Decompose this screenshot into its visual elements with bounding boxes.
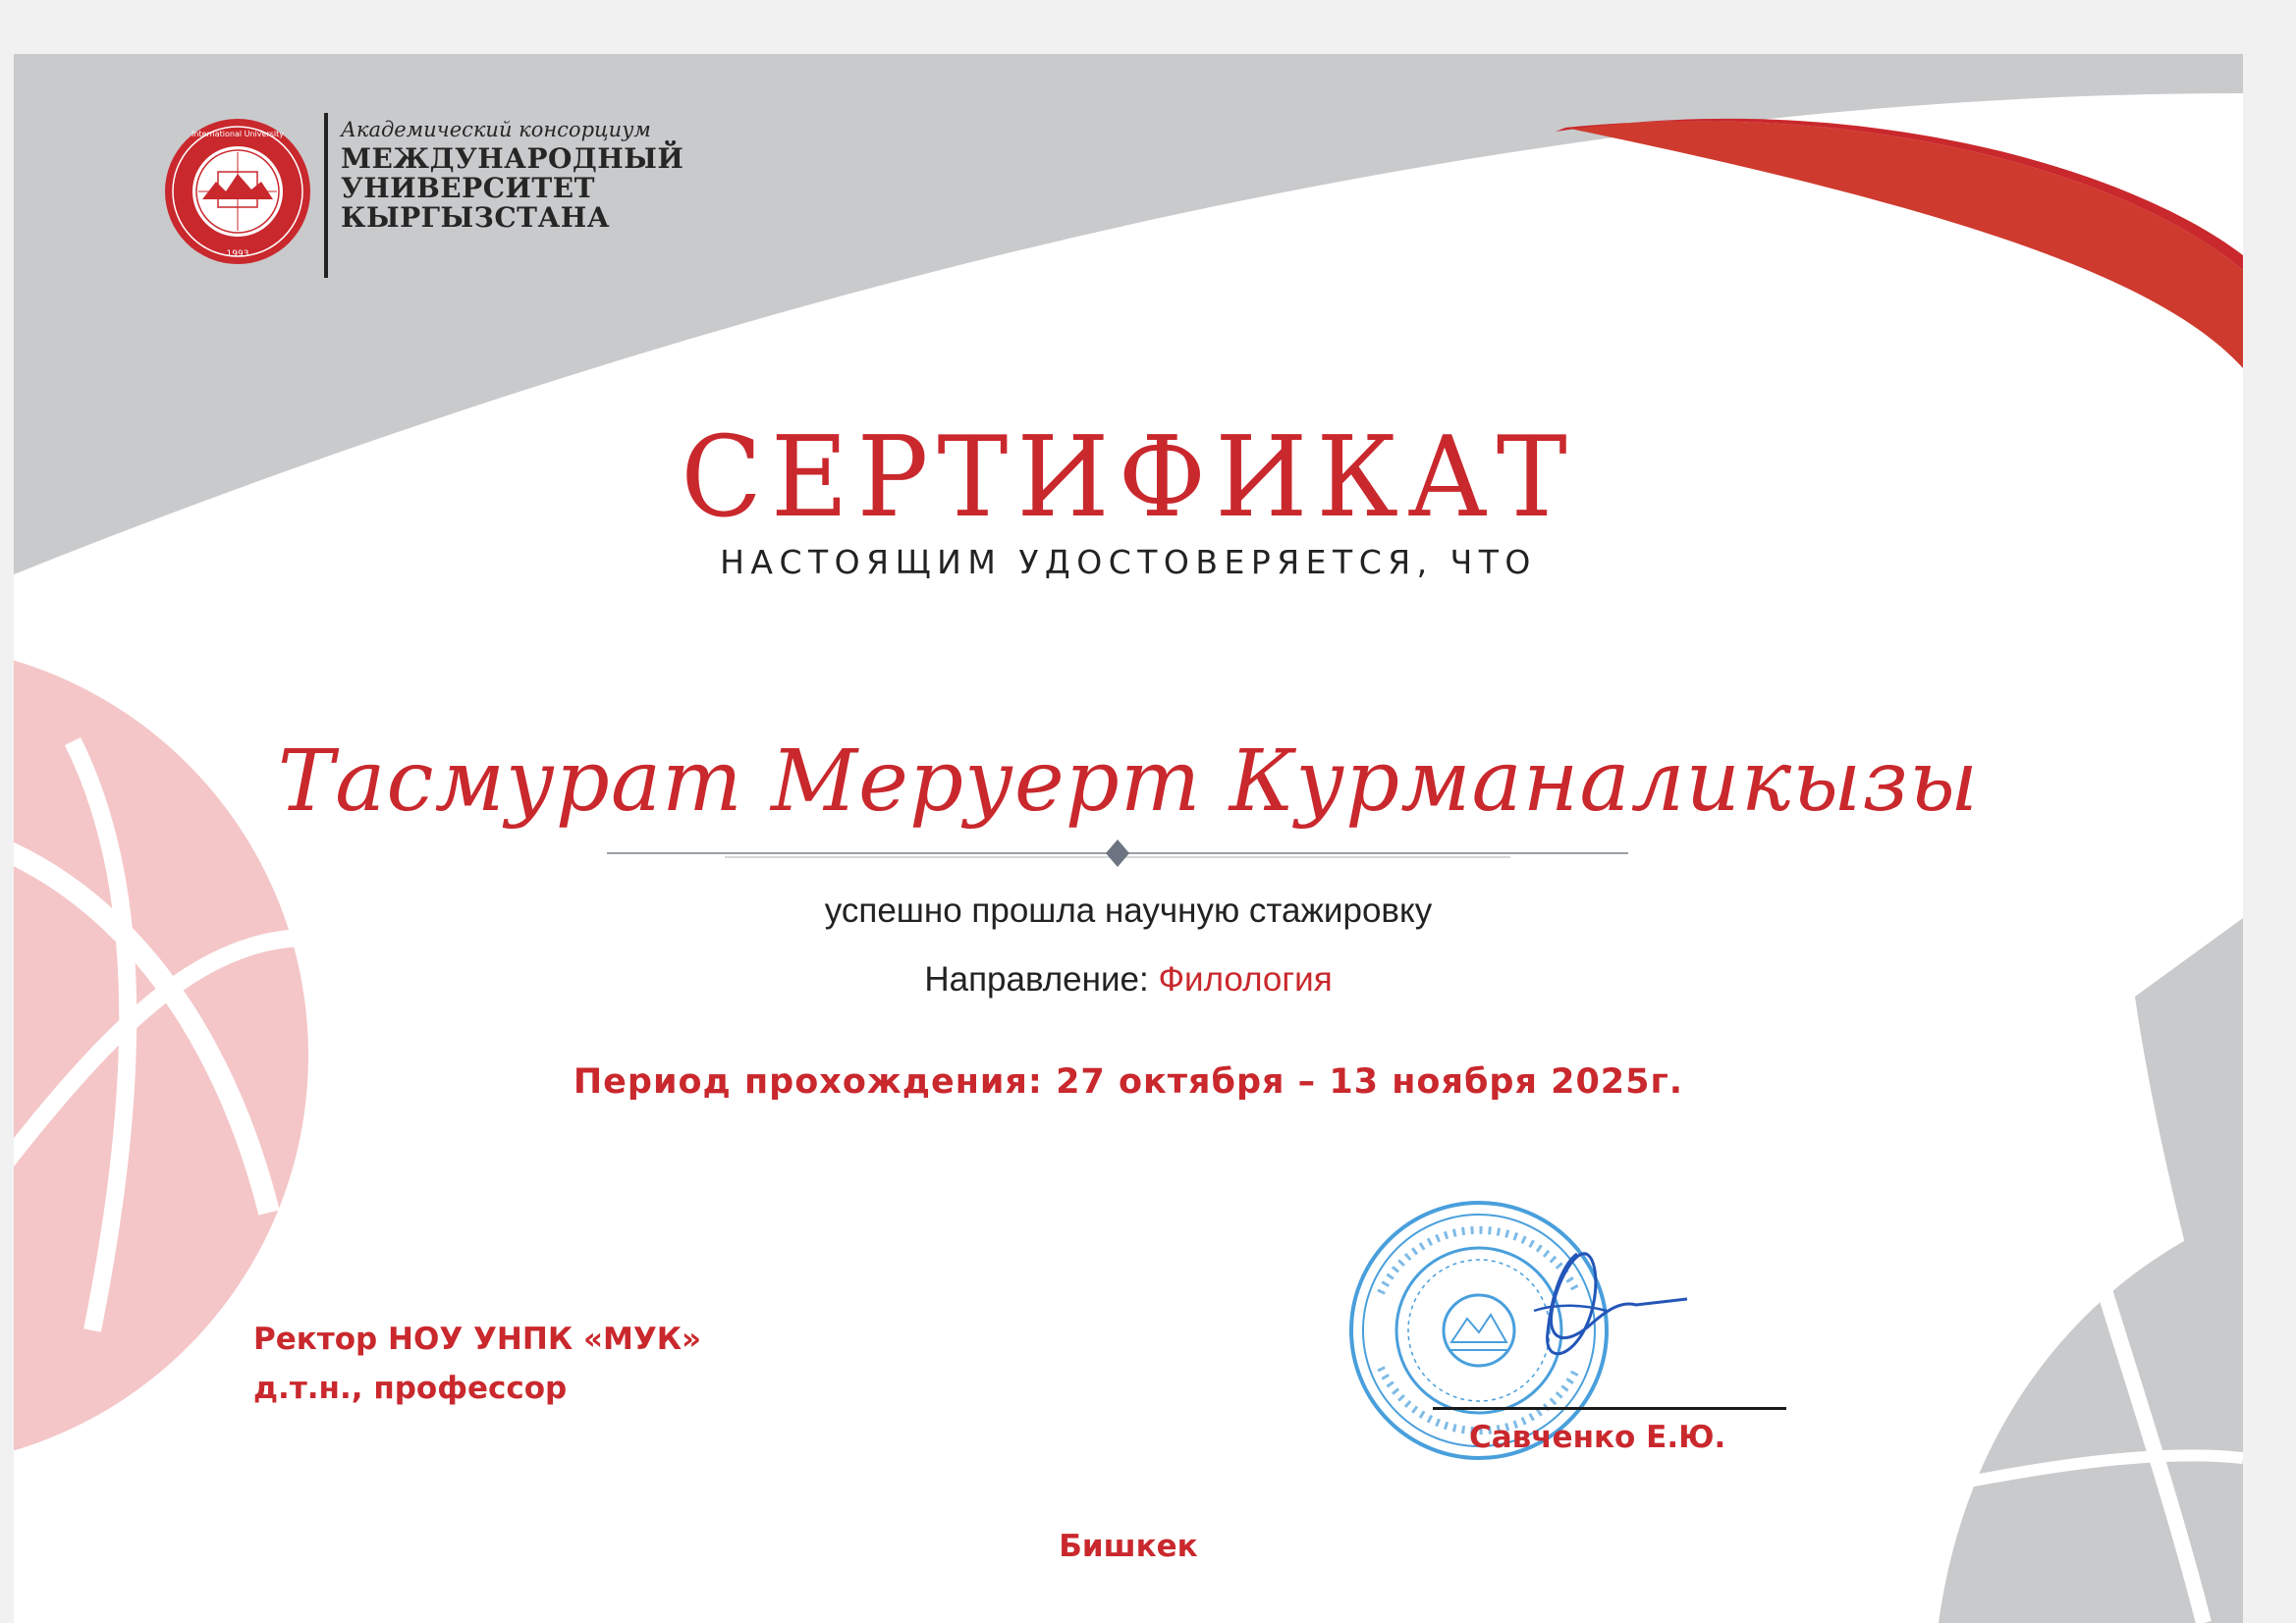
signatory-name: Савченко Е.Ю. bbox=[1469, 1420, 1726, 1455]
svg-text:International University: International University bbox=[191, 130, 284, 138]
certificate-title: СЕРТИФИКАТ bbox=[681, 412, 1576, 543]
logo-line-2: УНИВЕРСИТЕТ bbox=[341, 172, 595, 204]
rector-title: Ректор НОУ УНПК «МУК» bbox=[253, 1322, 702, 1357]
ornamental-divider bbox=[607, 834, 1628, 873]
city: Бишкек bbox=[1059, 1529, 1198, 1564]
logo-line-1: МЕЖДУНАРОДНЫЙ bbox=[341, 142, 684, 175]
logo-line-3: КЫРГЫЗСТАНА bbox=[341, 201, 611, 234]
university-seal-icon bbox=[159, 113, 316, 270]
rector-degree: д.т.н., профессор bbox=[253, 1371, 568, 1406]
university-logo bbox=[159, 113, 689, 299]
logo-divider bbox=[324, 113, 328, 278]
svg-text:1993: 1993 bbox=[226, 249, 249, 259]
certificate-subtitle: НАСТОЯЩИМ УДОСТОВЕРЯЕТСЯ, ЧТО bbox=[720, 543, 1537, 581]
direction-label: Направление: bbox=[924, 960, 1149, 999]
direction-line bbox=[14, 958, 2243, 1001]
logo-subtitle: Академический консорциум bbox=[341, 118, 651, 141]
completion-text: успешно прошла научную стажировку bbox=[824, 892, 1433, 930]
recipient-name: Тасмурат Меруерт Курманаликызы bbox=[277, 732, 1980, 831]
signature-line bbox=[1433, 1407, 1786, 1410]
logo-text bbox=[341, 115, 683, 233]
period-text: Период прохождения: 27 октября – 13 ноября 2025г. bbox=[573, 1062, 1684, 1102]
rector-block bbox=[253, 1315, 701, 1413]
red-corner-wedge bbox=[1565, 121, 2243, 368]
certificate-sheet bbox=[14, 54, 2243, 1623]
direction-value: Филология bbox=[1158, 960, 1333, 999]
